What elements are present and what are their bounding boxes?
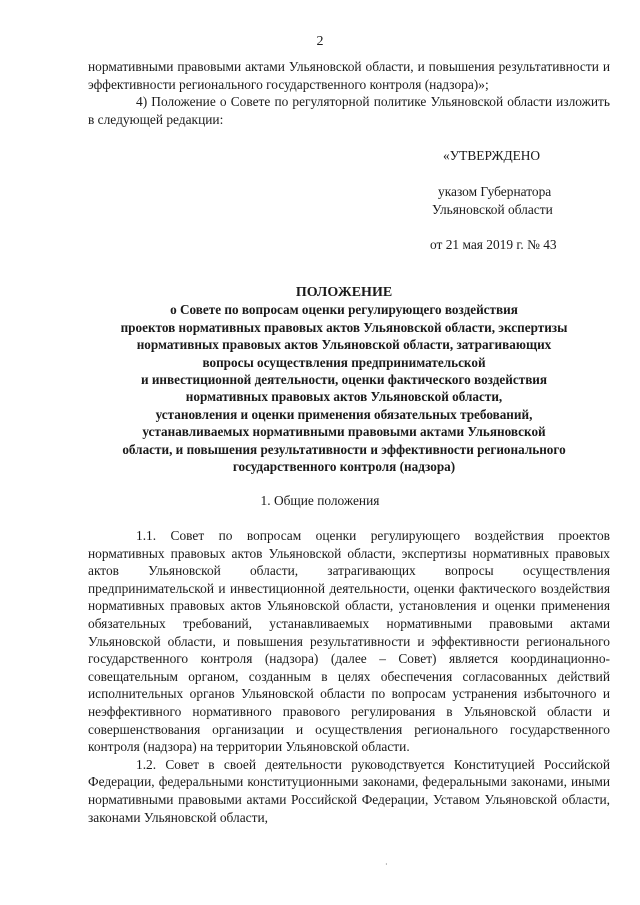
title-line: области, и повышения результативности и эффективности регионального [122, 441, 566, 457]
title-line: вопросы осуществления предпринимательской [202, 354, 486, 370]
title-line: государственного контроля (надзора) [232, 459, 456, 475]
title-line: о Совете по вопросам оценки регулирующего воздействия [170, 302, 518, 318]
page-number: 2 [316, 34, 324, 49]
approval-region-line: Ульяновской области [432, 202, 553, 217]
title-line: установления и оценки применения обязательных требований, [155, 406, 533, 422]
section-heading: 1. Общие положения [260, 493, 380, 508]
approval-stamp-line: «УТВЕРЖДЕНО [443, 148, 541, 163]
section-1-body [88, 527, 610, 826]
document-title [78, 284, 610, 475]
paragraph-1-2: 1.2. Совет в своей деятельности руководствуется Конституцией Российской Федерации, федеральными конституционными законами, федеральными законами, иными нормативными правовыми актами Российской Федерации, Уставом Ульяновской области, законами Ульяновской области, [88, 756, 610, 825]
scan-artifact-dot: · [385, 860, 388, 869]
title-line: устанавливаемых нормативными правовыми актами Ульяновской [142, 424, 546, 440]
approval-decree-line: указом Губернатора [438, 184, 552, 199]
title-line: проектов нормативных правовых актов Ульяновской области, экспертизы [120, 319, 568, 335]
title-line: нормативных правовых актов Ульяновской области, [185, 389, 503, 405]
title-line: нормативных правовых актов Ульяновской области, затрагивающих [136, 337, 552, 353]
title-line: и инвестиционной деятельности, оценки фактического воздействия [140, 372, 548, 388]
paragraph-1-1: 1.1. Совет по вопросам оценки регулирующего воздействия проектов нормативных правовых актов Ульяновской области, экспертизы нормативных правовых актов Ульяновской области, затрагивающих вопросы осуществления предпринимательской и инвестиционной деятельности, оценки фактического воздействия нормативных правовых актов Ульяновской области, установления и оценки применения обязательных требований, устанавливаемых нормативными правовыми актами Ульяновской области, и повышения результативности и эффективности регионального государственного контроля (надзора) (далее – Совет) является координационно-совещательным органом, созданным в целях обеспечения согласованных действий исполнительных органов Ульяновской области по вопросам устранения избыточного и неэффективного нормативного правового регулирования в Ульяновской области и совершенствования организации и осуществления регионального государственного контроля (надзора) на территории Ульяновской области. [88, 528, 610, 755]
title-main: ПОЛОЖЕНИЕ [295, 285, 393, 300]
item-4-paragraph: 4) Положение о Совете по регуляторной политике Ульяновской области изложить в следующей редакции: [88, 94, 610, 127]
intro-continuation [88, 58, 610, 128]
continuation-paragraph: нормативными правовыми актами Ульяновской области, и повышения результативности и эффективности регионального государственного контроля (надзора)»; [88, 59, 610, 92]
approval-date-line: от 21 мая 2019 г. № 43 [430, 237, 557, 252]
